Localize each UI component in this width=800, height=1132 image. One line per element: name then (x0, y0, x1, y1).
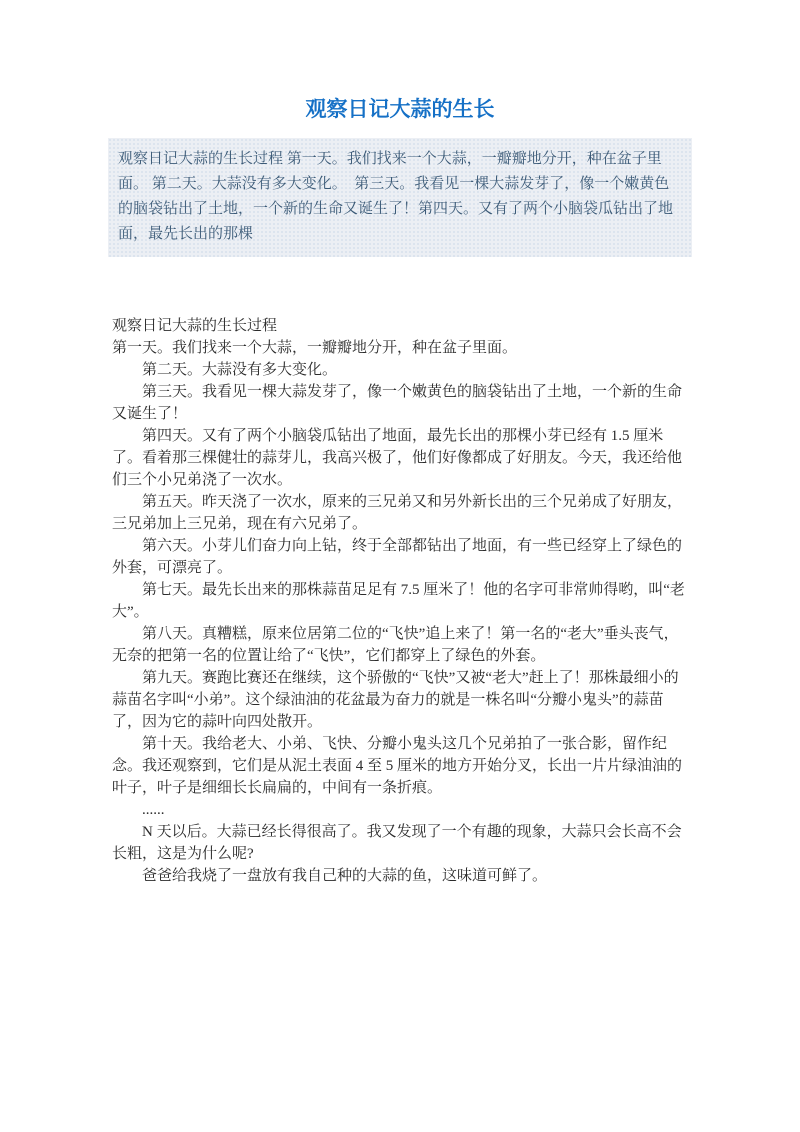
paragraph: ...... (142, 802, 165, 818)
paragraph: 第七天。最先长出来的那株蒜苗足足有 7.5 厘米了！他的名字可非常帅得哟，叫“老大”。 (112, 582, 685, 620)
paragraph: 第十天。我给老大、小弟、飞快、分瓣小鬼头这几个兄弟拍了一张合影，留作纪念。我还观察到，它们是从泥土表面 4 至 5 厘米的地方开始分叉，长出一片片绿油油的叶子，叶子是细细长长扁扁的，中间有一条折痕。 (112, 736, 683, 796)
paragraph: 观察日记大蒜的生长过程 (112, 318, 278, 334)
page-title: 观察日记大蒜的生长 (305, 97, 495, 121)
paragraph: N 天以后。大蒜已经长得很高了。我又发现了一个有趣的现象，大蒜只会长高不会长粗，这是为什么呢? (112, 824, 682, 862)
paragraph: 第六天。小芽儿们奋力向上钻，终于全部都钻出了地面，有一些已经穿上了绿色的外套，可漂亮了。 (112, 538, 683, 576)
paragraph: 第二天。大蒜没有多大变化。 (142, 362, 338, 378)
paragraph: 爸爸给我烧了一盘放有我自己种的大蒜的鱼，这味道可鲜了。 (142, 868, 548, 884)
summary-snippet: 观察日记大蒜的生长过程 第一天。我们找来一个大蒜，一瓣瓣地分开，种在盆子里面。 第二天。大蒜没有多大变化。 第三天。我看见一棵大蒜发芽了，像一个嫩黄色的脑袋钻出了土地，一个新的生命又诞生了！第四天。又有了两个小脑袋瓜钻出了地面，最先长出的那棵 (108, 138, 692, 257)
paragraph: 第三天。我看见一棵大蒜发芽了，像一个嫩黄色的脑袋钻出了土地，一个新的生命又诞生了！ (112, 384, 683, 422)
paragraph: 第四天。又有了两个小脑袋瓜钻出了地面，最先长出的那棵小芽已经有 1.5 厘米了。看着那三棵健壮的蒜芽儿，我高兴极了，他们好像都成了好朋友。今天，我还给他们三个小兄弟浇了一次水。 (112, 428, 683, 488)
paragraph: 第一天。我们找来一个大蒜，一瓣瓣地分开，种在盆子里面。 (112, 340, 518, 356)
paragraph: 第九天。赛跑比赛还在继续，这个骄傲的“飞快”又被“老大”赶上了！那株最细小的蒜苗名字叫“小弟”。这个绿油油的花盆最为奋力的就是一株名叫“分瓣小鬼头”的蒜苗了，因为它的蒜叶向四处散开。 (112, 670, 679, 730)
paragraph: 第五天。昨天浇了一次水，原来的三兄弟又和另外新长出的三个兄弟成了好朋友，三兄弟加上三兄弟，现在有六兄弟了。 (112, 494, 683, 532)
document-body (0, 315, 800, 887)
paragraph: 第八天。真糟糕，原来位居第二位的“飞快”追上来了！第一名的“老大”垂头丧气，无奈的把第一名的位置让给了“飞快”，它们都穿上了绿色的外套。 (112, 626, 679, 664)
